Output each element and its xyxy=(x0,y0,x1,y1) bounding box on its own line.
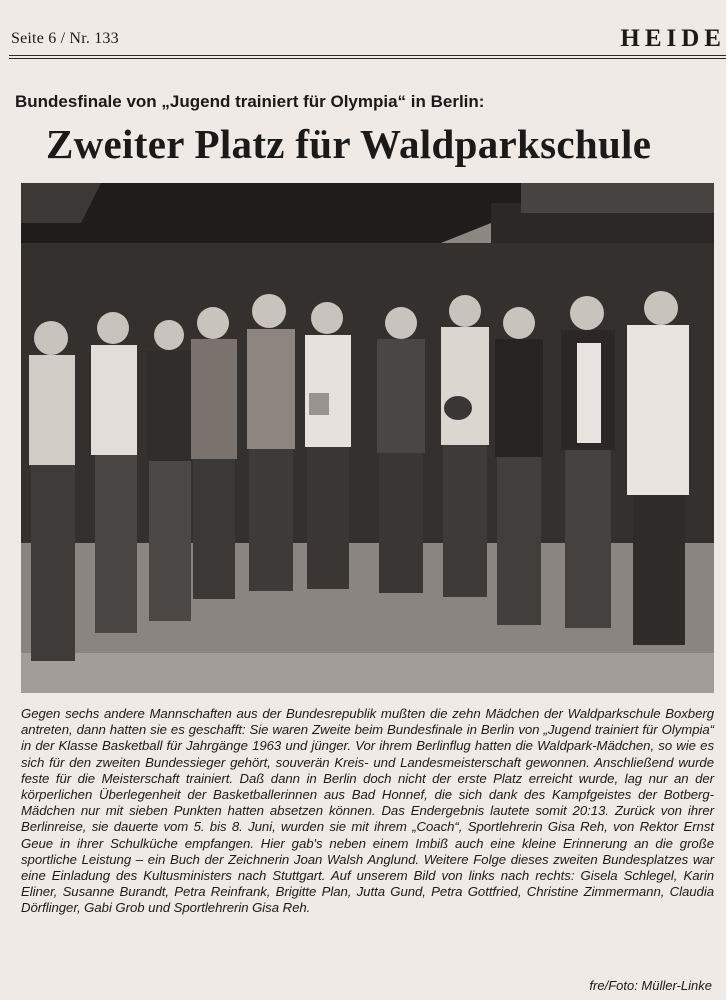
header-rule-thin xyxy=(9,58,726,59)
photo-caption: Gegen sechs andere Mannschaften aus der Bundesrepublik mußten die zehn Mädchen der Waldparkschule Boxberg antreten, dann hatten sie es geschafft: Sie waren Zweite beim Bundesfinale in Berlin von „Jugend trainiert für Olympia“ in der Klasse Basketball für Jahrgänge 1963 und jünger. Vor ihrem Berlinflug hatten die Waldpark-Mädchen, so wie es sich für den zweiten Bundessieger gehört, souverän Kreis- und Landesmeisterschaft gewonnen. Anschließend wurde feste für die Meisterschaft trainiert. Daß dann in Berlin doch nicht der erste Platz erreicht wurde, lag nur an der körperlichen Überlegenheit der Basketballerinnen aus Bad Honnef, die sich dank des Kampfgeistes der Botberg-Mädchen nur mit sieben Punkten hatten absetzen können. Das Endergebnis lautete somit 20:13. Zurück von ihrer Berlinreise, sie dauerte vom 5. bis 8. Juni, wurden sie mit ihrem „Coach“, Sportlehrerin Gisa Reh, von Rektor Ernst Geue in ihrer Schulküche empfangen. Hier gab's neben einem Imbiß auch eine kleine Erinnerung an die große sportliche Leistung – ein Buch der Zeichnerin Joan Walsh Anglund. Weitere Folge dieses zweiten Bundesplatzes war eine Einladung des Kultusministers nach Stuttgart. Auf unserem Bild von links nach rechts: Gisela Schlegel, Karin Eliner, Susanne Burandt, Petra Reinfrank, Brigitte Plan, Jutta Gund, Petra Gottfried, Christine Zimmermann, Claudia Dörflinger, Gabi Grob und Sportlehrerin Gisa Reh. xyxy=(21,706,714,916)
newspaper-name: HEIDE xyxy=(620,25,726,52)
article-headline: Zweiter Platz für Waldparkschule xyxy=(46,121,652,167)
team-group-photo-icon xyxy=(21,183,714,693)
team-group-photo xyxy=(21,183,714,693)
page-number: Seite 6 / Nr. 133 xyxy=(11,30,119,47)
photo-credit: fre/Foto: Müller-Linke xyxy=(589,978,712,993)
article-kicker: Bundesfinale von „Jugend trainiert für Olympia“ in Berlin: xyxy=(15,92,485,111)
header-rule xyxy=(9,55,726,56)
